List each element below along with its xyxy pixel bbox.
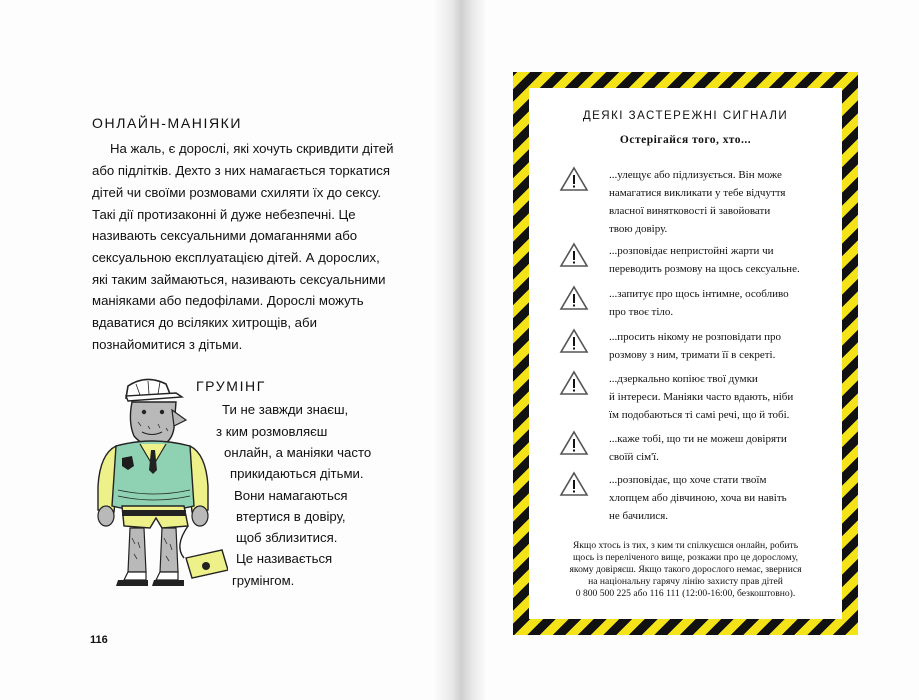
paragraph-line: або підлітків. Дехто з них намагається торкатися (92, 163, 390, 178)
warning-box-content (529, 88, 842, 619)
warning-box-title: ДЕЯКІ ЗАСТЕРЕЖНІ СИГНАЛИ (582, 110, 789, 122)
grooming-line: Це називається (236, 551, 333, 566)
paragraph-line: На жаль, є дорослі, які хочуть скривдити дітей (110, 141, 394, 156)
warning-triangle-icon (559, 471, 589, 497)
warning-item-line: ...запитує про щось інтимне, особливо (609, 288, 789, 300)
paragraph-line: які таким займаються, називають сексуальними (92, 272, 386, 287)
warning-item-line: своїй сім'ї. (609, 451, 659, 463)
paragraph-line: сексуальною експлуатацією дітей. А дорослих, (92, 250, 380, 265)
footer-line: якому довіряєш. Якщо такого дорослого немає, звернися (569, 564, 802, 575)
warning-item-line: про твоє тіло. (609, 306, 674, 318)
warning-item-line: намагатися викликати у тебе відчуття (609, 187, 786, 199)
warning-item-line: ...розповідає непристойні жарти чи (609, 245, 774, 257)
warning-item-line: розмову з ним, тримати її в секреті. (609, 349, 776, 361)
warning-triangle-icon (559, 430, 589, 456)
warning-item-line: не бачилися. (609, 510, 669, 522)
warning-item-line: й інтереси. Маніяки часто вдають, ніби (609, 391, 794, 403)
grooming-line: онлайн, а маніяки часто (224, 445, 372, 460)
warning-item-line: ...каже тобі, що ти не можеш довіряти (609, 433, 787, 445)
warning-triangle-icon (559, 166, 589, 192)
warning-item-line: хлопцем або дівчиною, хоча ви навіть (609, 492, 787, 504)
warning-box-subtitle: Остерігайся того, хто... (619, 134, 752, 146)
grooming-line: з ким розмовляєш (216, 424, 328, 439)
warning-item-line: твою довіру. (609, 223, 668, 235)
warning-triangle-icon (559, 242, 589, 268)
grooming-line: прикидаються дітьми. (230, 466, 364, 481)
warning-item-line: ...просить нікому не розповідати про (609, 331, 782, 343)
footer-line: на національну гарячу лінію захисту прав дітей (588, 576, 783, 587)
warning-item-text (609, 242, 849, 278)
paragraph-line: Такі дії протизаконні й дуже небезпечні. Це (92, 207, 356, 222)
warning-item-text (609, 370, 849, 424)
warning-item-line: власної винятковості й завойовати (609, 205, 771, 217)
left-page (0, 0, 450, 700)
grooming-line: щоб зблизитися. (236, 530, 338, 545)
helpline-number: 0 800 500 225 або 116 111 (12:00-16:00, безкоштовно). (575, 588, 796, 599)
warning-item-text (609, 471, 849, 525)
paragraph-line: дітей чи своїми розмовами схиляти їх до сексу. (92, 185, 382, 200)
warning-item-line: переводить розмову на щось сексуальне. (609, 263, 800, 275)
grooming-line: грумінгом. (232, 573, 295, 588)
warning-item-text (609, 285, 849, 321)
warning-item-text (609, 166, 849, 238)
warning-signals-box (513, 72, 858, 635)
warning-item-line: ...улещує або підлизується. Він може (609, 169, 782, 181)
grooming-line: втертися в довіру, (236, 509, 346, 524)
warning-triangle-icon (559, 370, 589, 396)
paragraph-line: вдаватися до всіляких хитрощів, аби (92, 315, 317, 330)
paragraph-line: познайомитися з дітьми. (92, 337, 243, 352)
warning-item-line: ...дзеркально копіює твої думки (609, 373, 758, 385)
warning-triangle-icon (559, 328, 589, 354)
warning-item-line: їм подобаються ті самі речі, що й тобі. (609, 409, 790, 421)
warning-item-line: ...розповідає, що хоче стати твоїм (609, 474, 767, 486)
section-heading-grooming: ГРУМІНГ (196, 378, 266, 394)
disguised-man-illustration (78, 372, 228, 594)
paragraph-line: маніяками або педофілами. Дорослі можуть (92, 293, 364, 308)
grooming-line: Вони намагаються (234, 488, 348, 503)
footer-line: щось із переліченого вище, розкажи про це дорослому, (573, 552, 798, 563)
grooming-line: Ти не завжди знаєш, (222, 402, 349, 417)
page-number: 116 (90, 634, 108, 646)
warning-item-text (609, 328, 849, 364)
footer-line: Якщо хтось із тих, з ким ти спілкуєшся онлайн, робить (572, 540, 799, 551)
warning-item-text (609, 430, 849, 466)
section-heading-online-maniacs: ОНЛАЙН-МАНІЯКИ (92, 115, 243, 131)
helpline-footer (537, 540, 834, 600)
warning-triangle-icon (559, 285, 589, 311)
paragraph-line: називають сексуальними домаганнями або (92, 228, 358, 243)
